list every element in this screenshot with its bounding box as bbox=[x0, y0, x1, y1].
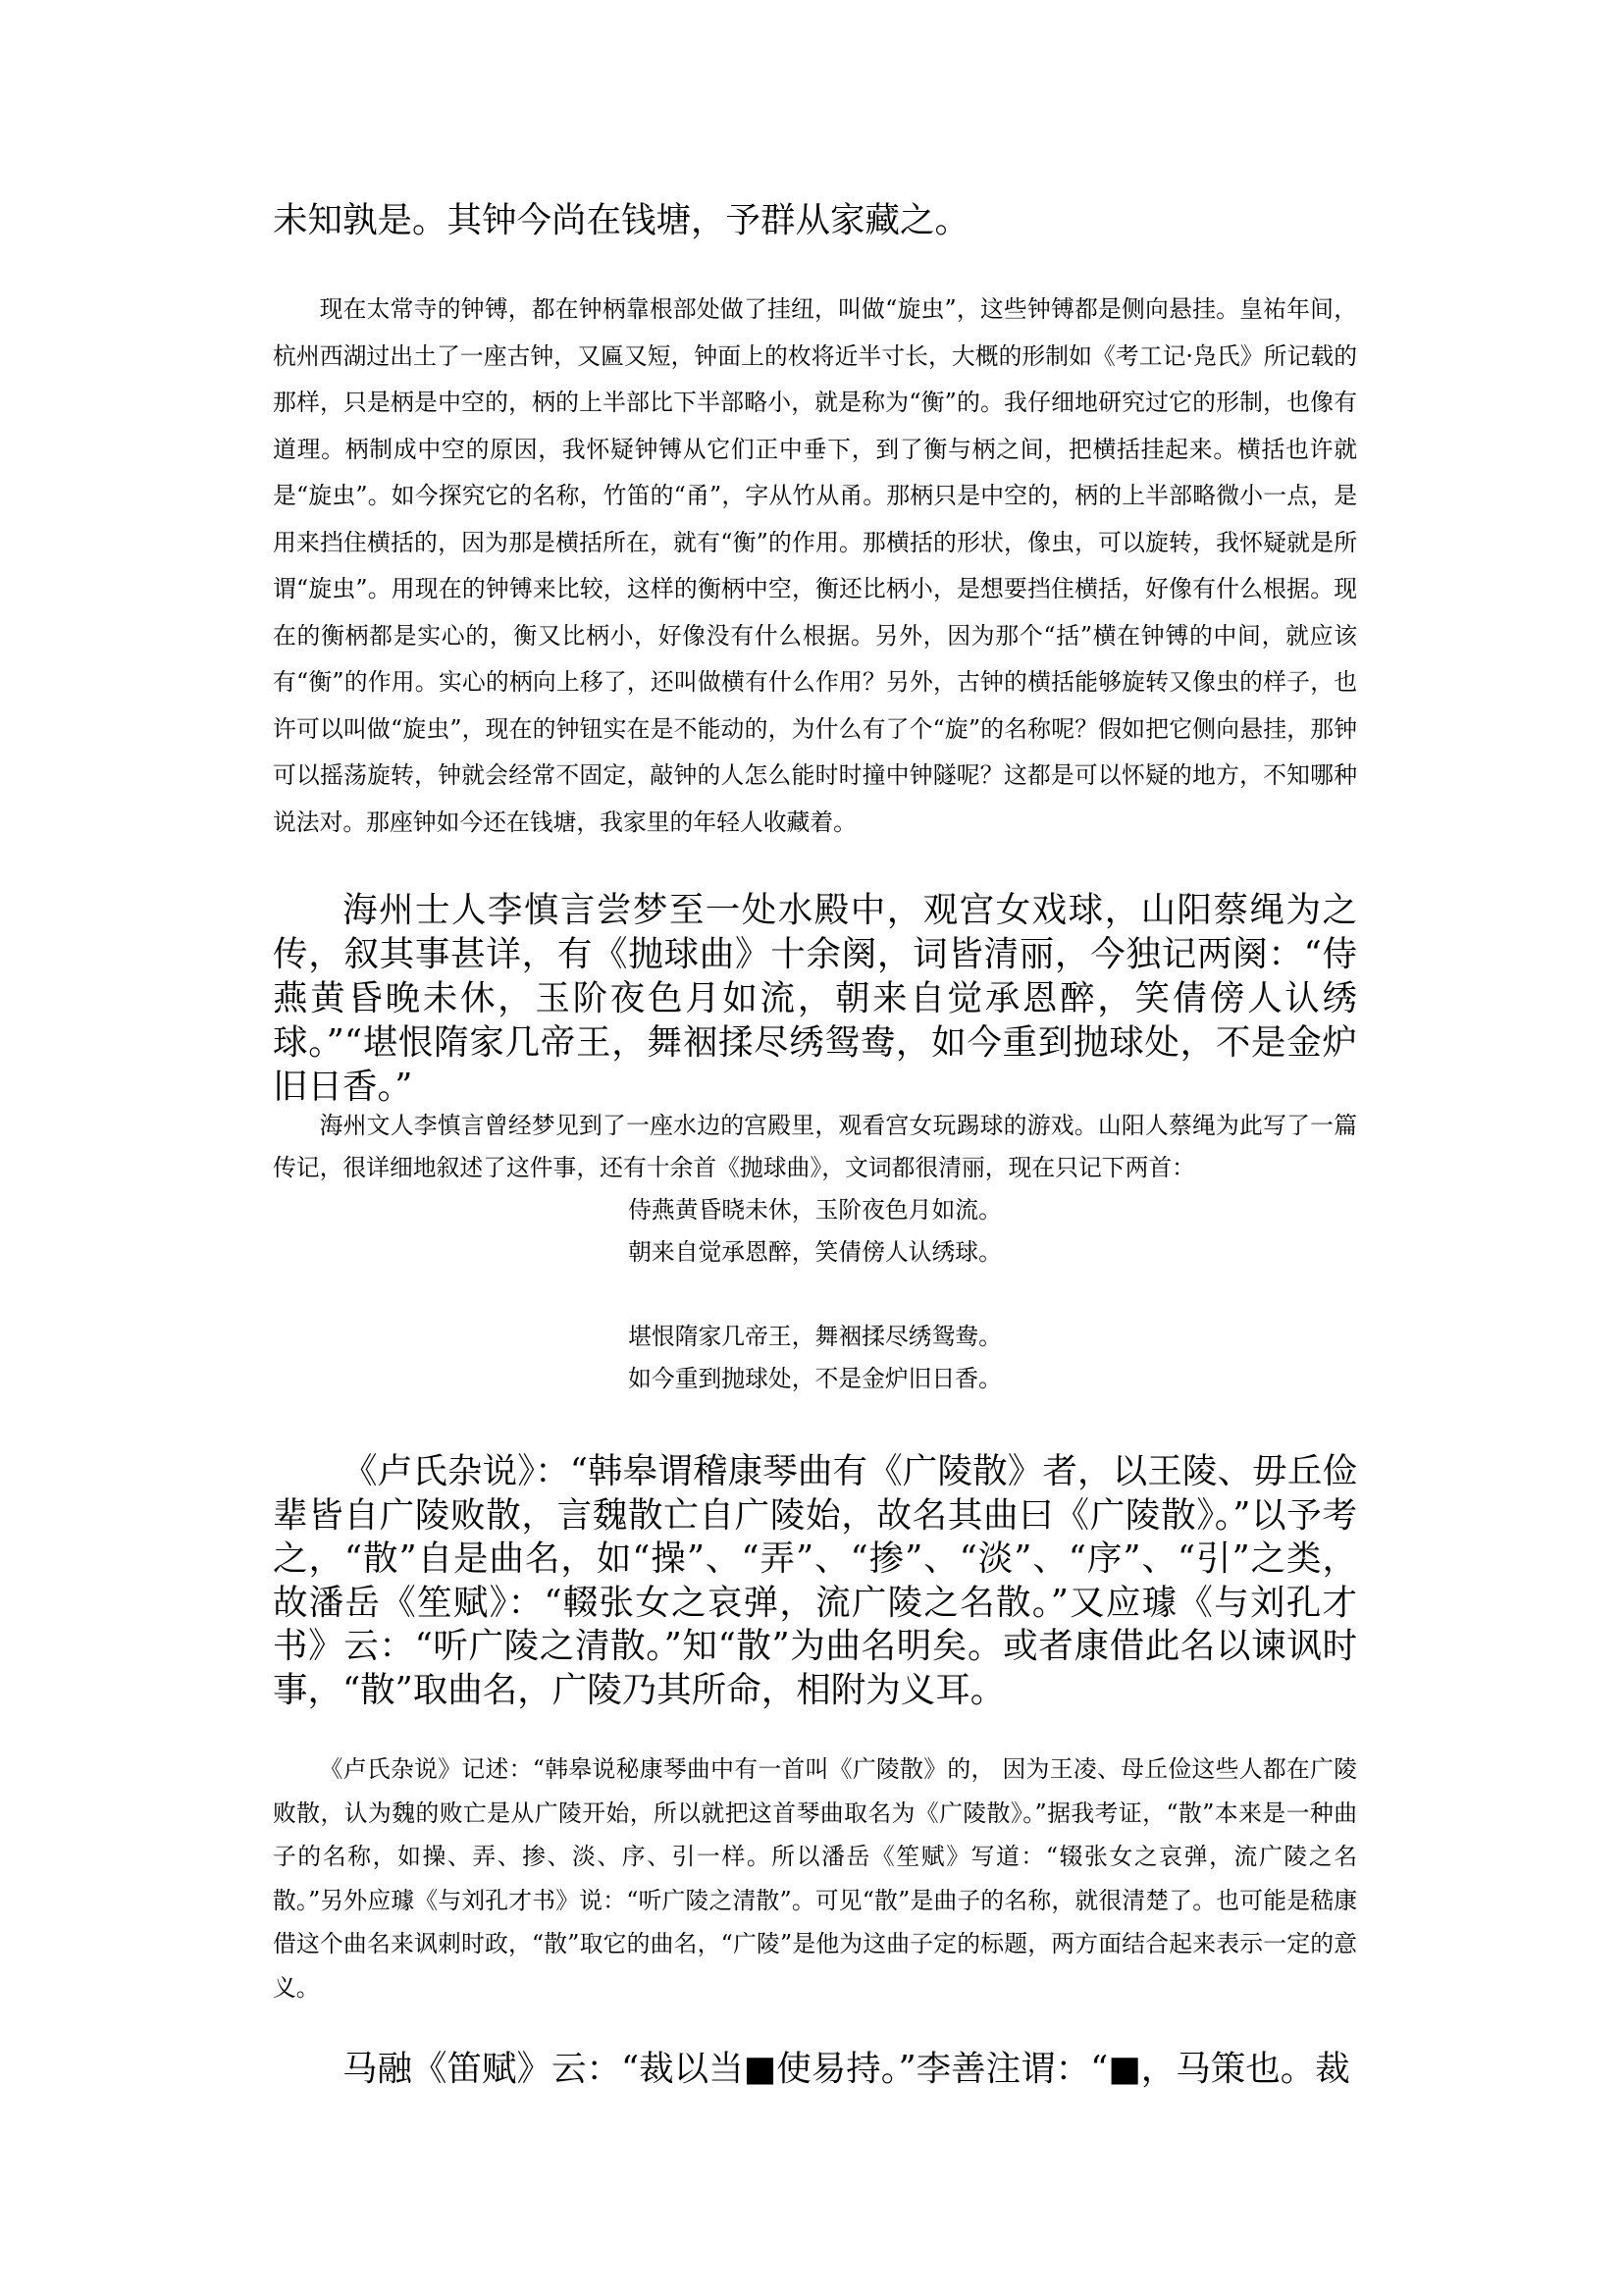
original-text-continued: 未知孰是。其钟今尚在钱塘，予群从家藏之。 bbox=[273, 200, 970, 240]
poem-line: 侍燕黄昏晓未休，玉阶夜色月如流。 bbox=[628, 1196, 1002, 1224]
poem-line: 堪恨隋家几帝王，舞裀揉尽绣鸳鸯。 bbox=[628, 1323, 1002, 1350]
translation-paragraph-2: 海州文人李慎言曾经梦见到了一座水边的宫殿里，观看宫女玩踢球的游戏。山阳人蔡绳为此写了一篇传记，很详细地叙述了这件事，还有十余首《抛球曲》，文词都很清丽，现在只记下两首： bbox=[273, 1112, 1357, 1181]
translation-section-2 bbox=[273, 1105, 1357, 1400]
poem-line: 如今重到抛球处，不是金炉旧日香。 bbox=[628, 1365, 1002, 1392]
translation-paragraph-1: 现在太常寺的钟镈，都在钟柄靠根部处做了挂纽，叫做“旋虫”，这些钟镈都是侧向悬挂。皇祐年间，杭州西湖过出土了一座古钟，又匾又短，钟面上的枚将近半寸长，大概的形制如《考工记·凫氏》所记载的那样，只是柄是中空的，柄的上半部比下半部略小，就是称为“衡”的。我仔细地研究过它的形制，也像有道理。柄制成中空的原因，我怀疑钟镈从它们正中垂下，到了衡与柄之间，把横括挂起来。横括也许就是“旋虫”。如今探究它的名称，竹笛的“甬”，字从竹从甬。那柄只是中空的，柄的上半部略微小一点，是用来挡住横括的，因为那是横括所在，就有“衡”的作用。那横括的形状，像虫，可以旋转，我怀疑就是所谓“旋虫”。用现在的钟镈来比较，这样的衡柄中空，衡还比柄小，是想要挡住横括，好像有什么根据。现在的衡柄都是实心的，衡又比柄小，好像没有什么根据。另外，因为那个“括”横在钟镈的中间，就应该有“衡”的作用。实心的柄向上移了，还叫做横有什么作用？另外，古钟的横括能够旋转又像虫的样子，也许可以叫做“旋虫”，现在的钟钮实在是不能动的，为什么有了个“旋”的名称呢？假如把它侧向悬挂，那钟可以摇荡旋转，钟就会经常不固定，敲钟的人怎么能时时撞中钟隧呢？这都是可以怀疑的地方，不知哪种说法对。那座钟如今还在钱塘，我家里的年轻人收藏着。 bbox=[273, 295, 1357, 836]
original-paragraph-4: 马融《笛赋》云：“裁以当■使易持。”李善注谓：“■，马策也。裁 bbox=[342, 2049, 1350, 2089]
original-paragraph-3: 《卢氏杂说》：“韩皋谓稽康琴曲有《广陵散》者，以王陵、毋丘俭辈皆自广陵败散，言魏散亡自广陵始，故名其曲曰《广陵散》。”以予考之，“散”自是曲名，如“操”、“弄”、“掺”、“淡”、“序”、“引”之类，故潘岳《笙赋》：“輟张女之哀弹，流广陵之名散。”又应璩《与刘孔才书》云：“听广陵之清散。”知“散”为曲名明矣。或者康借此名以谏讽时事，“散”取曲名，广陵乃其所命，相附为义耳。 bbox=[273, 1451, 1357, 1710]
poem-line: 朝来自觉承恩醉，笑倩傍人认绣球。 bbox=[628, 1238, 1002, 1266]
translation-paragraph-3: 《卢氏杂说》记述：“韩皋说秘康琴曲中有一首叫《广陵散》的， 因为王凌、母丘俭这些人都在广陵败散，认为魏的败亡是从广陵开始，所以就把这首琴曲取名为《广陵散》。”据我考证，“散”本来是一种曲子的名称，如操、弄、掺、淡、序、引一样。所以潘岳《笙赋》写道：“辍张女之哀弹，流广陵之名散。”另外应璩《与刘孔才书》说：“听广陵之清散”。可见“散”是曲子的名称，就很清楚了。也可能是嵇康借这个曲名来讽刺时政，“散”取它的曲名，“广陵”是他为这曲子定的标题，两方面结合起来表示一定的意义。 bbox=[273, 1755, 1357, 2002]
original-paragraph-2: 海州士人李慎言尝梦至一处水殿中，观宫女戏球，山阳蔡绳为之传，叙其事甚详，有《抛球曲》十余阕，词皆清丽，今独记两阕：“侍燕黄昏晚未休，玉阶夜色月如流，朝来自觉承恩醉，笑倩傍人认绣球。”“堪恨隋家几帝王，舞裀揉尽绣鸳鸯，如今重到抛球处，不是金炉旧日香。” bbox=[273, 890, 1357, 1107]
